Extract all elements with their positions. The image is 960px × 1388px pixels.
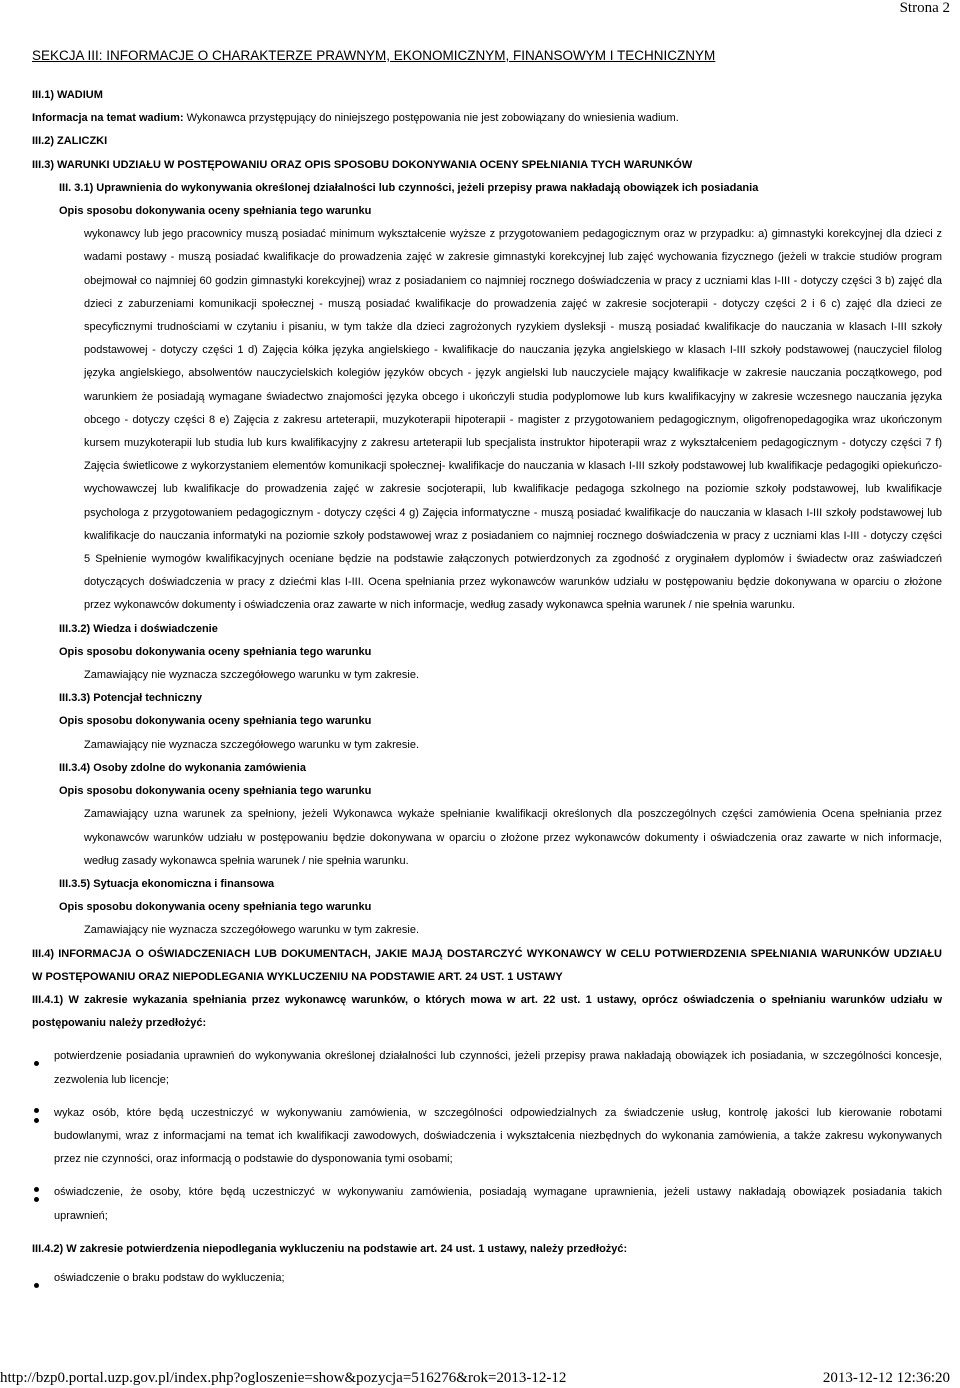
section-3-4-body: [32, 803, 942, 873]
body-line: wykonawcy lub jego pracownicy muszą posiadać minimum wykształcenie wyższe z przygotowaniem pedagogicznym oraz w przypadku: a) gimnastyki korekcyjnej dla dzieci z: [84, 228, 942, 241]
section-3-5-heading: III.3.5) Sytuacja ekonomiczna i finansowa: [59, 877, 275, 890]
body-line: wykonawców warunków udziału w postępowaniu będzie dokonywana w oparciu o złożone przez wykonawców dokumenty i oświadczenia oraz zawarte w nich informacje,: [84, 831, 942, 844]
section-3-4-opis: Opis sposobu dokonywania oceny spełniania tego warunku: [59, 785, 372, 798]
list-item-line: oświadczenie o braku podstaw do wykluczenia;: [54, 1271, 285, 1284]
section-4-1-heading: III.4.1) W zakresie wykazania spełniania przez wykonawcę warunków, o których mowa w art. 22 ust. 1 ustawy, oprócz oświadczenia o spełnianiu warunków udziału w: [32, 993, 942, 1006]
section-4-1-list: [32, 1045, 942, 1227]
body-line: warunkiem że posiadają wymagane świadectwo znajomości języka obcego i ukończyli studia podyplomowe lub kurs kwalifikacyjny w zakresie wczesnego nauczania języka: [84, 390, 942, 403]
body-line: podstawowej - dotyczy części 1 d) Zajęcia kółka języka angielskiego - kwalifikacje do nauczania języka angielskiego w klasach I-III szkoły podstawowej (nauczyciel filolog: [84, 344, 942, 357]
wadium-info: [32, 107, 942, 130]
body-line: specyficznymi trudnościami w czytaniu i pisaniu, w tym także dla dzieci zagrożonych ryzykiem dysleksji - muszą posiadać kwalifikacje do nauczania w klasach I-III szkoły: [84, 321, 942, 334]
body-line: dzieci z zaburzeniami komunikacji społecznej - muszą posiadać kwalifikacje do prowadzenia zajęć w zakresie socjoterapii - dotyczy części 2 i 6 c) zajęć dla dzieci ze: [84, 297, 942, 310]
body-line: Zamawiający uzna warunek za spełniony, jeżeli Wykonawca wykaże spełnianie kwalifikacji określonych dla poszczególnych części zamówienia Ocena spełniania przez: [84, 808, 942, 821]
body-line: kwalifikacje do nauczania informatyki na poziomie szkoły podstawowej wraz z posiadaniem co najmniej rocznego doświadczenia w pracy z uczniami klas I-III - dotyczy części: [84, 529, 942, 542]
section-3-3-opis: Opis sposobu dokonywania oceny spełniania tego warunku: [59, 715, 372, 728]
page-number: Strona 2: [899, 0, 950, 16]
list-item-line: oświadczenie, że osoby, które będą uczestniczyć w wykonywaniu zamówienia, posiadają wymagane uprawnienia, jeżeli ustawy nakładają obowiązek posiadania takich: [54, 1186, 942, 1199]
document-content: [32, 84, 942, 1290]
list-item: [32, 1045, 942, 1091]
section-4-2-heading: III.4.2) W zakresie potwierdzenia niepodlegania wykluczeniu na podstawie art. 24 ust. 1 ustawy, należy przedłożyć:: [32, 1242, 628, 1255]
informacje-heading: III.4) INFORMACJA O OŚWIADCZENIACH LUB DOKUMENTACH, JAKIE MAJĄ DOSTARCZYĆ WYKONAWCY W CELU POTWIERDZENIA SPEŁNIANIA WARUNKÓW UDZIAŁU: [32, 947, 942, 960]
wadium-info-text: Wykonawca przystępujący do niniejszego postępowania nie jest zobowiązany do wniesienia wadium.: [183, 112, 679, 125]
body-line: obejmował co najmniej 60 godzin gimnastyki korekcyjnej) wraz z posiadaniem co najmniej rocznego doświadczenia w pracy z uczniami klas I-III - dotyczy części 3 b) zajęć dla: [84, 274, 942, 287]
section-3-1-body: [32, 223, 942, 617]
list-item-line: wykaz osób, które będą uczestniczyć w wykonywaniu zamówienia, w szczególności odpowiedzialnych za świadczenie usług, kontrolę jakości lub kierowanie robotami: [54, 1106, 942, 1119]
section-3-3-heading: III.3.3) Potencjał techniczny: [59, 692, 203, 705]
list-spacer: [32, 1092, 942, 1102]
warunki-heading: III.3) WARUNKI UDZIAŁU W POSTĘPOWANIU ORAZ OPIS SPOSOBU DOKONYWANIA OCENY SPEŁNIANIA TYCH WARUNKÓW: [32, 158, 693, 171]
list-item-line: budowlanymi, wraz z informacjami na temat ich kwalifikacji zawodowych, doświadczenia i wykształcenia niezbędnych do wykonania zamówienia, a także zakresu wykonywanych: [54, 1129, 942, 1142]
list-item: [32, 1102, 942, 1172]
section-3-2-opis: Opis sposobu dokonywania oceny spełniania tego warunku: [59, 645, 372, 658]
body-line: Zajęcia świetlicowe z wykorzystaniem elementów komunikacji społecznej- kwalifikacje do nauczania w klasach I-III szkoły podstawowej lub kwalifikacje pedagogiki opiekuńczo-: [84, 460, 942, 473]
section-3-5-opis: Opis sposobu dokonywania oceny spełniania tego warunku: [59, 901, 372, 914]
list-item: [32, 1181, 942, 1227]
footer-datetime: 2013-12-12 12:36:20: [822, 1370, 950, 1386]
list-item-line: uprawnień;: [54, 1209, 108, 1222]
section-3-2-text: Zamawiający nie wyznacza szczegółowego warunku w tym zakresie.: [84, 669, 420, 682]
list-item: [32, 1267, 942, 1290]
wadium-heading: III.1) WADIUM: [32, 89, 103, 101]
section-3-3-text: Zamawiający nie wyznacza szczegółowego warunku w tym zakresie.: [84, 738, 420, 751]
list-item-line: przez nie czynności, oraz informacją o podstawie do dysponowania tymi osobami;: [54, 1153, 453, 1166]
section-3-4-heading: III.3.4) Osoby zdolne do wykonania zamówienia: [59, 761, 306, 774]
body-line: wadami postawy - muszą posiadać kwalifikacje do prowadzenia zajęć w zakresie gimnastyki korekcyjnej lub zajęć wychowania fizycznego (jeżeli w trakcie studiów program: [84, 251, 942, 264]
body-line: psychologa z przygotowaniem pedagogicznym - dotyczy części 4 g) Zajęcia informatyczne - muszą posiadać kwalifikacje do nauczania w klasach I-III szkoły podstawowej lub: [84, 506, 942, 519]
section-3-1-heading: III. 3.1) Uprawnienia do wykonywania określonej działalności lub czynności, jeżeli przepisy prawa nakładają obowiązek ich posiadania: [59, 181, 759, 194]
body-line: języka angielskiego, absolwentów nauczycielskich kolegiów języków obcych - język angielski lub nauczyciele mający kwalifikacje w zakresie nauczania początkowego, pod: [84, 367, 942, 380]
body-line: kursem muzykoterapii lub studia lub kurs kwalifikacyjny z zakresu arteterapii lub specjalista instruktor hipoterapii wraz z wykształceniem pedagogicznym - dotyczy części 7 f): [84, 437, 942, 450]
informacje-heading: W POSTĘPOWANIU ORAZ NIEPODLEGANIA WYKLUCZENIU NA PODSTAWIE ART. 24 UST. 1 USTAWY: [32, 970, 563, 983]
section-3-1-opis: Opis sposobu dokonywania oceny spełniania tego warunku: [59, 205, 372, 218]
body-line: obcego - dotyczy części 8 e) Zajęcia z zakresu arteterapii, muzykoterapii hipoterapii - magister z przygotowaniem pedagogicznym, oligofrenopedagogika wraz ukończonym: [84, 413, 942, 426]
footer-url: http://bzp0.portal.uzp.gov.pl/index.php?ogloszenie=show&pozycja=516276&rok=2013-12-12: [0, 1370, 567, 1386]
wadium-info-label: Informacja na temat wadium:: [32, 112, 184, 125]
section-title: SEKCJA III: INFORMACJE O CHARAKTERZE PRAWNYM, EKONOMICZNYM, FINANSOWYM I TECHNICZNYM: [32, 48, 716, 63]
zaliczki-heading: III.2) ZALICZKI: [32, 135, 108, 148]
section-4-2-list: [32, 1267, 942, 1290]
body-line: wychowawczej lub kwalifikacje do prowadzenia zajęć w zakresie socjoterapii, lub kwalifikacje pedagoga szkolnego na poziomie szkoły podstawowej, lub kwalifikacje: [84, 483, 942, 496]
section-4-1-heading: postępowaniu należy przedłożyć:: [32, 1017, 207, 1030]
list-item-line: zezwolenia lub licencje;: [54, 1073, 169, 1086]
list-item-line: potwierdzenie posiadania uprawnień do wykonywania określonej działalności lub czynności, jeżeli przepisy prawa nakładają obowiązek ich posiadania, w szczególności koncesje,: [54, 1050, 942, 1063]
body-line: dotyczących doświadczenia w pracy z dziećmi klas I-III. Ocena spełniania przez wykonawców warunków udziału w postępowaniu będzie dokonywana w oparciu o złożone: [84, 576, 942, 589]
section-3-5-text: Zamawiający nie wyznacza szczegółowego warunku w tym zakresie.: [84, 924, 420, 937]
section-3-2-heading: III.3.2) Wiedza i doświadczenie: [59, 622, 218, 635]
body-line: przez wykonawców dokumenty i oświadczenia oraz zawarte w nich informacje, według zasady wykonawca spełnia warunek / nie spełnia warunku.: [84, 599, 796, 612]
list-spacer: [32, 1171, 942, 1181]
body-line: 5 Spełnienie wymogów kwalifikacyjnych oceniane będzie na podstawie załączonych potwierdzonych za zgodność z oryginałem dyplomów i świadectw oraz zaświadczeń: [84, 553, 942, 566]
body-line: według zasady wykonawca spełnia warunek / nie spełnia warunku.: [84, 854, 409, 867]
